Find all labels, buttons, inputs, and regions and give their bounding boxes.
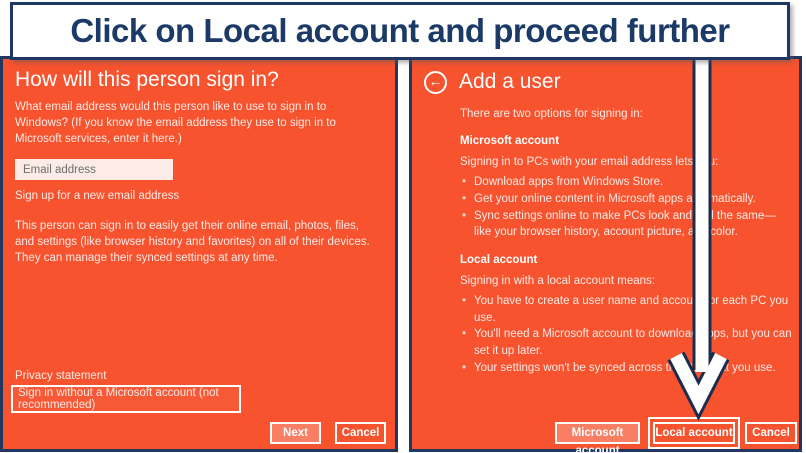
- bullet-item: • You have to create a user name and account for each PC you use.: [460, 293, 792, 326]
- bullet-item: • You'll need a Microsoft account to download apps, but you can set it up later.: [460, 326, 792, 359]
- email-input[interactable]: [15, 159, 173, 180]
- bullet-item: • Download apps from Windows Store.: [460, 174, 792, 191]
- instruction-banner: [10, 2, 790, 60]
- privacy-statement-link[interactable]: Privacy statement: [15, 370, 107, 382]
- bullet-item: • Sync settings online to make PCs look and feel the same—like your browser history, account picture, and color.: [460, 208, 792, 241]
- back-button[interactable]: [424, 71, 447, 94]
- next-button[interactable]: Next: [270, 422, 321, 444]
- signin-panel: [0, 56, 398, 452]
- local-account-bullets: [460, 293, 792, 376]
- local-account-heading: Local account: [460, 253, 538, 266]
- bullet-item: • Your settings won't be synced across the PCs that you use.: [460, 360, 792, 377]
- add-user-panel: [409, 56, 802, 452]
- signin-intro-text: What email address would this person like to use to sign in to Windows? (If you know the email address they use to sign in to Microsoft services, enter it here.): [15, 101, 336, 146]
- local-account-highlight-box: [648, 417, 740, 449]
- microsoft-account-button[interactable]: Microsoft account: [555, 422, 640, 444]
- signup-new-email-link[interactable]: Sign up for a new email address: [15, 190, 180, 203]
- instruction-text: Click on Local account and proceed further: [70, 12, 730, 49]
- microsoft-account-bullets: [460, 174, 792, 241]
- cancel-button-left[interactable]: Cancel: [335, 422, 386, 444]
- back-arrow-icon: ←: [428, 73, 443, 89]
- microsoft-account-heading: Microsoft account: [460, 135, 560, 148]
- signin-panel-title: How will this person sign in?: [15, 68, 279, 91]
- bullet-item: • Get your online content in Microsoft apps automatically.: [460, 191, 792, 208]
- sign-in-without-msa-box[interactable]: [11, 385, 241, 413]
- add-user-intro: There are two options for signing in:: [460, 108, 643, 120]
- msa-benefits-text: This person can sign in to easily get their online email, photos, files, and settings (like browser history and favorites) on all of their devices. They can manage their synced settings at any time.: [15, 220, 370, 265]
- local-account-subheading: Signing in with a local account means:: [460, 274, 655, 287]
- sign-in-without-msa-link[interactable]: Sign in without a Microsoft account (not recommended): [18, 387, 219, 411]
- add-user-title: Add a user: [459, 70, 561, 93]
- cancel-button-right[interactable]: Cancel: [745, 422, 797, 444]
- local-account-button[interactable]: Local account: [653, 422, 735, 444]
- microsoft-account-subheading: Signing in to PCs with your email address lets you:: [460, 156, 719, 169]
